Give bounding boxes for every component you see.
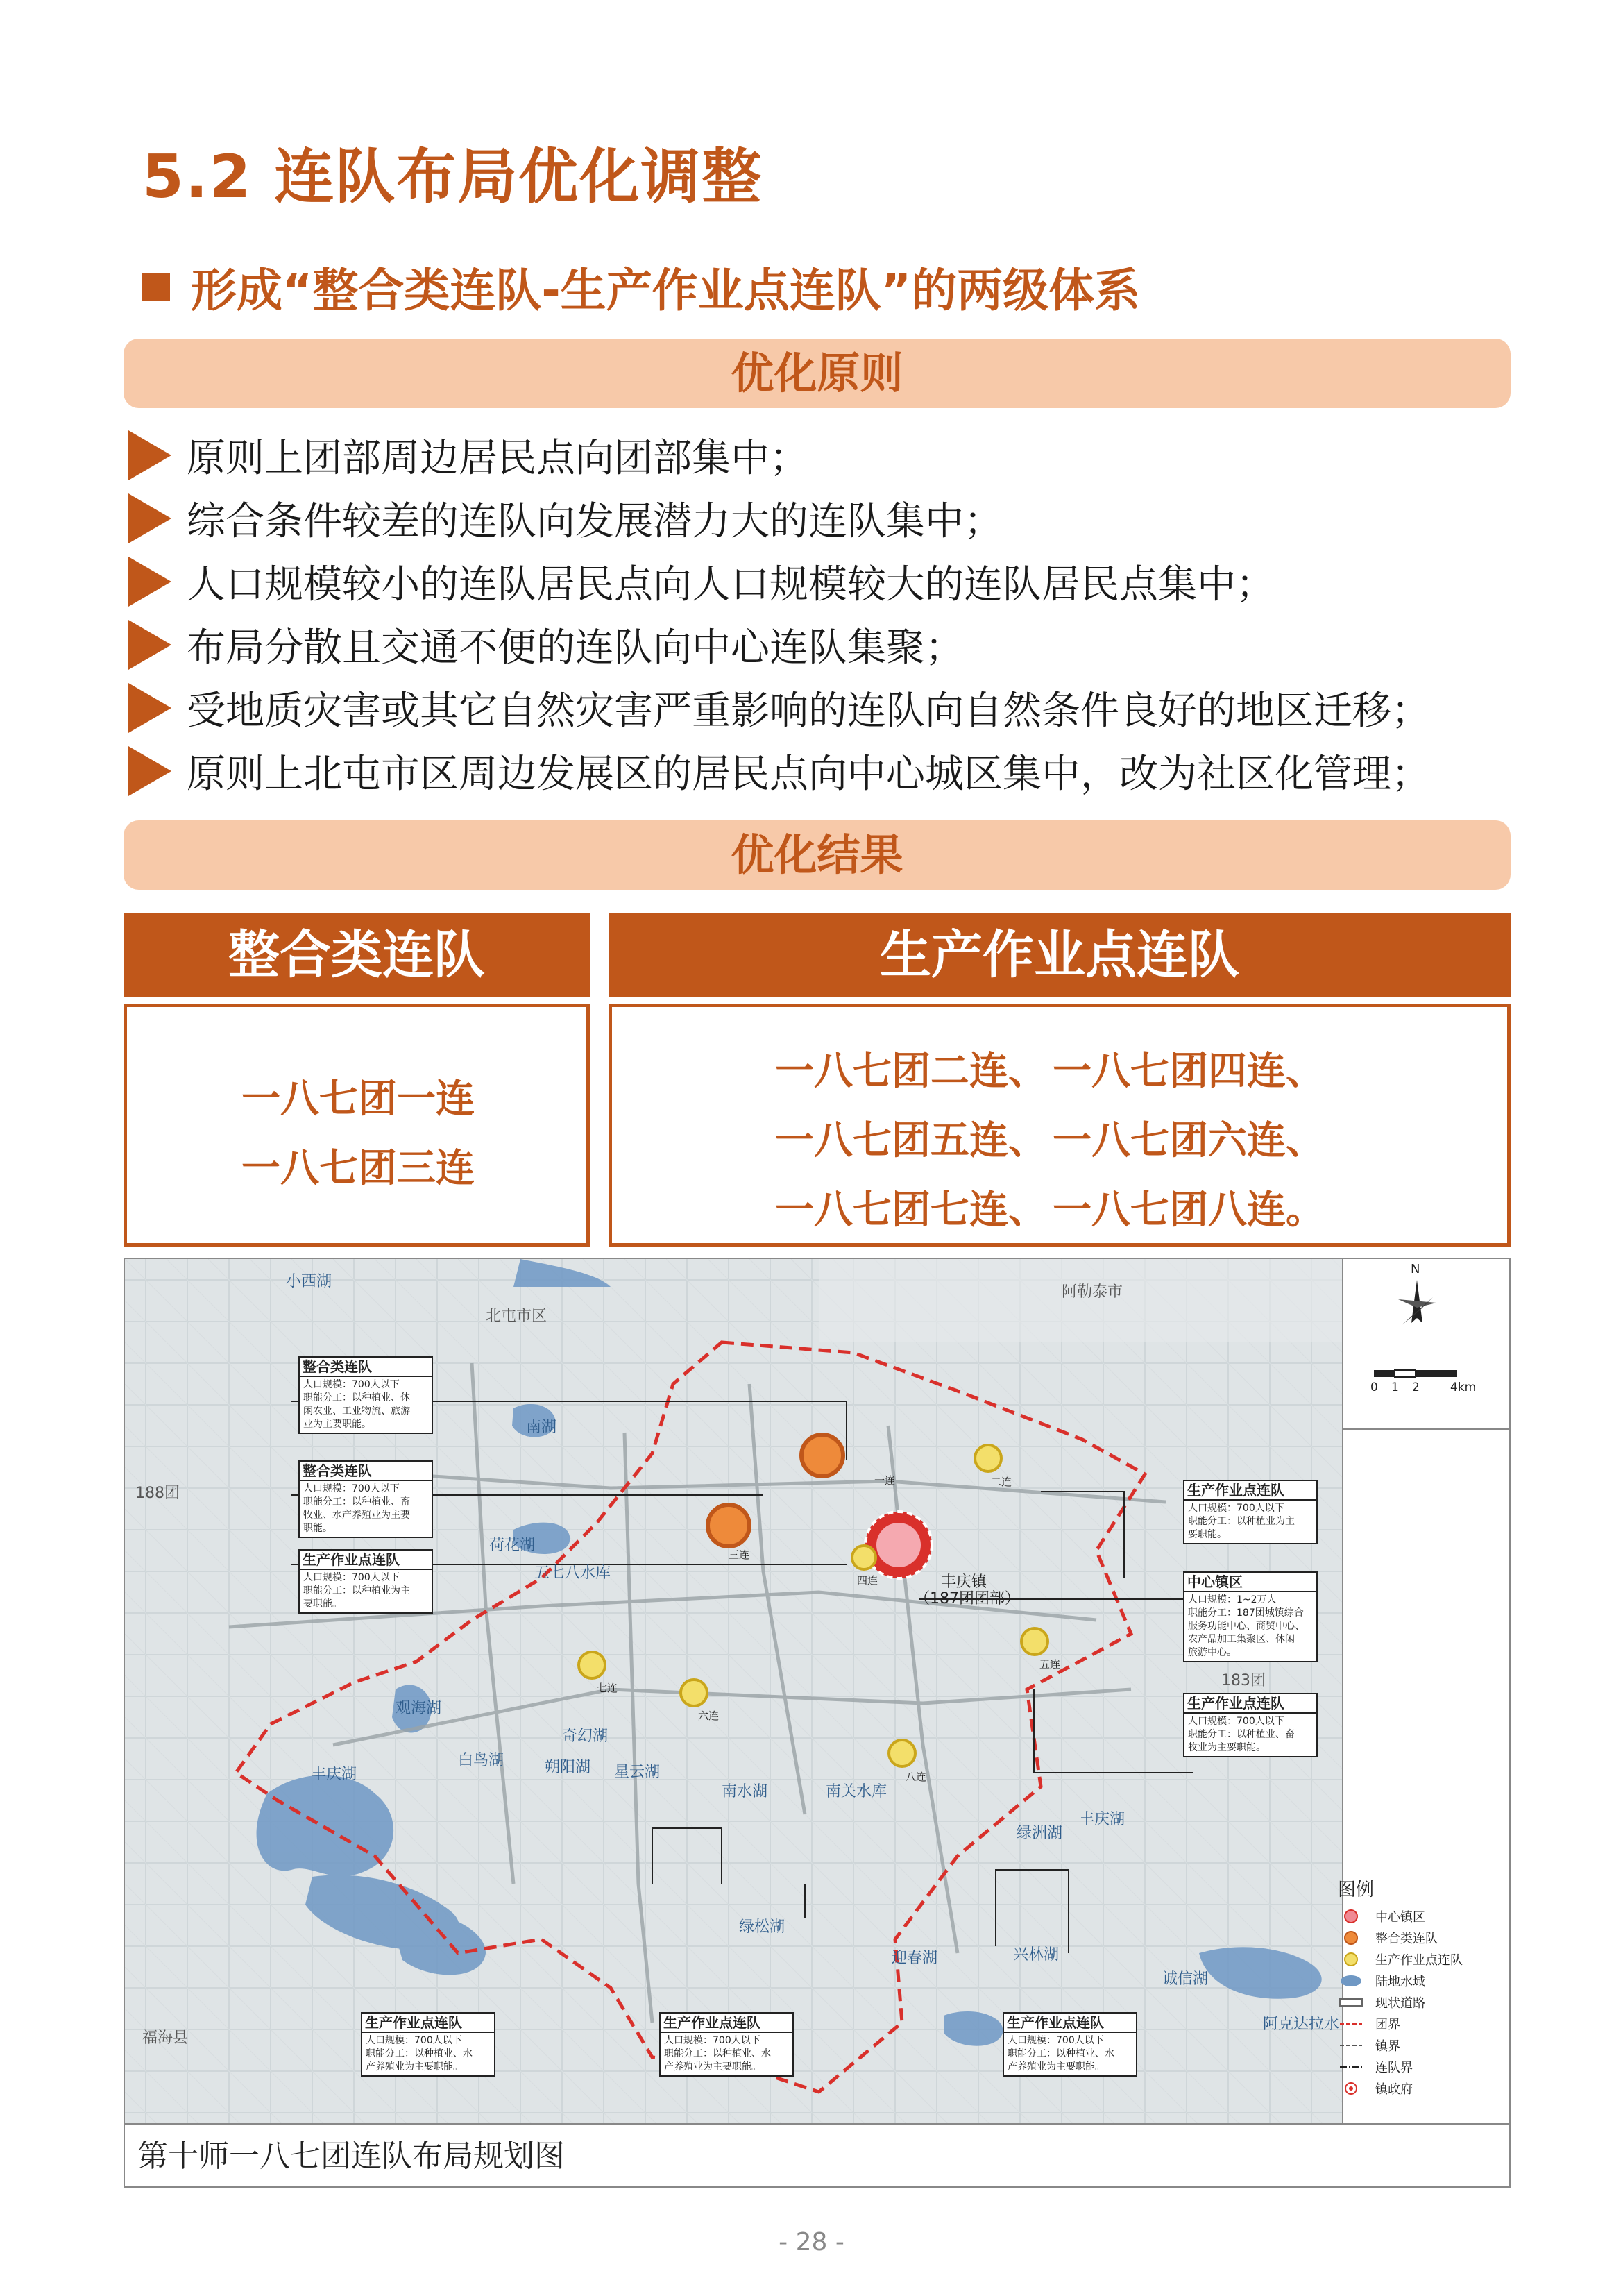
company-label: 三连 xyxy=(729,1548,750,1561)
info-box-line: 业为主要职能。 xyxy=(303,1419,371,1430)
info-box-line: 人口规模：700人以下 xyxy=(303,1572,400,1583)
principle-text: 综合条件较差的连队向发展潜力大的连队集中； xyxy=(187,498,1003,544)
principle-text: 受地质灾害或其它自然灾害严重影响的连队向自然条件良好的地区迁移； xyxy=(187,688,1430,734)
place-label: 北屯市区 xyxy=(486,1308,547,1325)
info-box-line: 农产品加工集聚区、休闲 xyxy=(1188,1634,1295,1645)
place-label: 白鸟湖 xyxy=(458,1752,504,1769)
info-box-production xyxy=(361,2012,495,2077)
company-boundary-icon xyxy=(1338,2059,1364,2075)
place-label: 诚信湖 xyxy=(1162,1970,1209,1988)
place-label: 小西湖 xyxy=(286,1273,332,1290)
company-label: 八连 xyxy=(906,1771,927,1783)
page-number: - 28 - xyxy=(779,2228,844,2256)
company-item: 一八七团四连、 xyxy=(1053,1049,1325,1094)
info-box-line: 人口规模：700人以下 xyxy=(303,1483,400,1494)
town-government-icon xyxy=(1338,2081,1364,2096)
info-box-line: 产养殖业为主要职能。 xyxy=(664,2061,761,2073)
info-box-line: 职能分工：以种植业为主 xyxy=(1188,1516,1295,1527)
triangle-bullet-icon xyxy=(128,430,171,480)
info-box-line: 职能。 xyxy=(303,1523,332,1534)
info-box-line: 人口规模：1~2万人 xyxy=(1188,1594,1277,1605)
subtitle-text: 形成“整合类连队-生产作业点连队”的两级体系 xyxy=(191,264,1141,317)
town-label: （187团团部） xyxy=(915,1590,1020,1607)
info-box-title: 生产作业点连队 xyxy=(1004,2014,1136,2033)
place-label: 迎春湖 xyxy=(892,1950,938,1967)
info-box-line: 牧业为主要职能。 xyxy=(1188,1742,1266,1753)
legend-item xyxy=(1338,2034,1504,2056)
legend-label: 连队界 xyxy=(1375,2060,1413,2075)
legend-item xyxy=(1338,1948,1504,1970)
company-label: 七连 xyxy=(597,1682,618,1694)
place-label: 丰庆湖 xyxy=(1079,1811,1125,1828)
company-item: 一八七团二连、 xyxy=(775,1049,1047,1094)
town-boundary-icon xyxy=(1338,2038,1364,2053)
place-label: 绿洲湖 xyxy=(1017,1825,1063,1842)
triangle-bullet-icon xyxy=(128,683,171,733)
water-icon xyxy=(1338,1973,1364,1989)
triangle-bullet-icon xyxy=(128,557,171,607)
planning-map xyxy=(124,1258,1511,2188)
info-box-line: 职能分工：以种植业、水 xyxy=(366,2048,473,2059)
legend-item xyxy=(1338,1970,1504,1991)
info-box-title: 整合类连队 xyxy=(300,1462,432,1481)
info-box-title: 生产作业点连队 xyxy=(362,2014,494,2033)
info-box-integration xyxy=(298,1356,433,1434)
info-box-line: 职能分工：以种植业、水 xyxy=(1008,2048,1114,2059)
info-box-production xyxy=(1183,1693,1318,1757)
principle-item xyxy=(128,739,1537,802)
principle-text: 布局分散且交通不便的连队向中心连队集聚； xyxy=(187,625,964,670)
company-label: 一连 xyxy=(874,1474,896,1487)
map-legend xyxy=(1338,1875,1504,2099)
legend-item xyxy=(1338,2077,1504,2099)
principles-header: 优化原则 xyxy=(124,339,1511,408)
place-label: 183团 xyxy=(1221,1672,1266,1689)
place-label: 星云湖 xyxy=(614,1764,661,1781)
place-label: 观海湖 xyxy=(396,1700,442,1717)
info-box-line: 职能分工：以种植业、畜 xyxy=(303,1496,410,1508)
info-box-line: 职能分工：187团城镇综合 xyxy=(1188,1607,1304,1619)
town-label: 丰庆镇 xyxy=(941,1573,987,1591)
info-box-line: 旅游中心。 xyxy=(1188,1647,1237,1658)
legend-label: 团界 xyxy=(1375,2017,1400,2032)
integration-company-header: 整合类连队 xyxy=(124,913,590,997)
place-label: 阿克达拉水 xyxy=(1263,2016,1340,2033)
legend-item xyxy=(1338,1927,1504,1948)
legend-item xyxy=(1338,1905,1504,1927)
place-label: 五七八水库 xyxy=(534,1564,611,1582)
info-box-line: 服务功能中心、商贸中心、 xyxy=(1188,1621,1305,1632)
place-label: 南水湖 xyxy=(722,1783,768,1800)
place-label: 阿勒泰市 xyxy=(1062,1283,1123,1301)
legend-item xyxy=(1338,2056,1504,2077)
scale-tick: 4km xyxy=(1450,1381,1477,1394)
scale-tick: 0 xyxy=(1370,1381,1378,1394)
info-box-integration xyxy=(298,1460,433,1538)
legend-label: 陆地水域 xyxy=(1375,1974,1425,1989)
regiment-boundary-icon xyxy=(1338,2016,1364,2032)
company-item: 一八七团八连。 xyxy=(1053,1188,1325,1233)
principle-item xyxy=(128,423,1537,487)
place-label: 荷花湖 xyxy=(489,1537,536,1554)
legend-item xyxy=(1338,2013,1504,2034)
principle-text: 原则上北屯市区周边发展区的居民点向中心城区集中，改为社区化管理； xyxy=(187,751,1430,797)
legend-title: 图例 xyxy=(1338,1880,1375,1900)
info-box-title: 生产作业点连队 xyxy=(1184,1694,1316,1714)
company-item: 一八七团七连、 xyxy=(775,1188,1047,1233)
info-box-production xyxy=(298,1549,433,1614)
principle-text: 原则上团部周边居民点向团部集中； xyxy=(187,435,808,481)
info-box-line: 闲农业、工业物流、旅游 xyxy=(303,1406,410,1417)
info-box-line: 职能分工：以种植业为主 xyxy=(303,1585,410,1596)
center-town-icon xyxy=(1338,1909,1364,1924)
legend-label: 生产作业点连队 xyxy=(1375,1952,1463,1968)
place-label: 南关水库 xyxy=(826,1783,887,1800)
scale-tick: 2 xyxy=(1412,1381,1420,1394)
legend-label: 镇政府 xyxy=(1375,2082,1413,2097)
principle-item xyxy=(128,676,1537,739)
info-box-line: 职能分工：以种植业、水 xyxy=(664,2048,771,2059)
info-box-line: 要职能。 xyxy=(303,1598,342,1610)
integration-company-icon xyxy=(1338,1930,1364,1945)
production-company-header: 生产作业点连队 xyxy=(609,913,1511,997)
subtitle xyxy=(142,253,1140,319)
integration-company-box xyxy=(124,1004,590,1247)
info-box-line: 人口规模：700人以下 xyxy=(1188,1503,1284,1514)
place-label: 南湖 xyxy=(526,1419,557,1436)
place-label: 绿松湖 xyxy=(739,1918,785,1936)
info-box-line: 人口规模：700人以下 xyxy=(303,1379,400,1390)
principle-item xyxy=(128,487,1537,550)
info-box-line: 人口规模：700人以下 xyxy=(664,2035,760,2046)
info-box-title: 中心镇区 xyxy=(1184,1573,1316,1592)
legend-item xyxy=(1338,1991,1504,2013)
place-label: 兴林湖 xyxy=(1013,1946,1060,1964)
company-item: 一八七团六连、 xyxy=(1053,1118,1325,1163)
place-label: 朔阳湖 xyxy=(545,1759,591,1776)
road-icon xyxy=(1338,1995,1364,2010)
info-box-title: 整合类连队 xyxy=(300,1358,432,1377)
principle-item xyxy=(128,550,1537,613)
place-label: 丰庆湖 xyxy=(311,1766,357,1783)
info-box-title: 生产作业点连队 xyxy=(300,1551,432,1570)
info-box-production xyxy=(659,2012,794,2077)
info-box-line: 人口规模：700人以下 xyxy=(1188,1716,1284,1727)
info-box-line: 人口规模：700人以下 xyxy=(1008,2035,1104,2046)
principle-item xyxy=(128,613,1537,676)
company-label: 六连 xyxy=(698,1710,720,1722)
info-box-line: 要职能。 xyxy=(1188,1529,1227,1540)
legend-label: 整合类连队 xyxy=(1375,1931,1438,1946)
company-label: 四连 xyxy=(857,1574,878,1587)
place-label: 奇幻湖 xyxy=(562,1728,609,1745)
principle-text: 人口规模较小的连队居民点向人口规模较大的连队居民点集中； xyxy=(187,562,1275,607)
map-caption: 第十师一八七团连队布局规划图 xyxy=(125,2123,1509,2186)
info-box-center-town xyxy=(1183,1571,1318,1662)
company-label: 五连 xyxy=(1039,1658,1061,1671)
info-box-line: 产养殖业为主要职能。 xyxy=(366,2061,463,2073)
square-bullet-icon xyxy=(142,273,170,301)
info-box-line: 产养殖业为主要职能。 xyxy=(1008,2061,1105,2073)
place-label: 福海县 xyxy=(142,2029,189,2047)
company-item: 一八七团三连 xyxy=(241,1146,475,1191)
legend-label: 现状道路 xyxy=(1375,1995,1425,2011)
company-item: 一八七团五连、 xyxy=(775,1118,1047,1163)
info-box-title: 生产作业点连队 xyxy=(661,2014,792,2033)
info-box-line: 职能分工：以种植业、畜 xyxy=(1188,1729,1295,1740)
company-item: 一八七团一连 xyxy=(241,1077,475,1122)
results-header: 优化结果 xyxy=(124,820,1511,890)
info-box-title: 生产作业点连队 xyxy=(1184,1481,1316,1501)
triangle-bullet-icon xyxy=(128,620,171,670)
info-box-production xyxy=(1183,1480,1318,1544)
info-box-line: 牧业、水产养殖业为主要 xyxy=(303,1510,410,1521)
principles-list xyxy=(128,423,1537,802)
scale-tick: 1 xyxy=(1391,1381,1399,1394)
place-label: 188团 xyxy=(135,1485,180,1502)
section-title: 5.2 连队布局优化调整 xyxy=(142,142,763,212)
production-company-icon xyxy=(1338,1952,1364,1967)
legend-label: 镇界 xyxy=(1375,2038,1400,2054)
info-box-production xyxy=(1003,2012,1137,2077)
production-company-box xyxy=(609,1004,1511,1247)
compass-n-label: N xyxy=(1411,1262,1420,1276)
triangle-bullet-icon xyxy=(128,493,171,543)
info-box-line: 职能分工：以种植业、休 xyxy=(303,1392,410,1403)
info-box-line: 人口规模：700人以下 xyxy=(366,2035,462,2046)
legend-label: 中心镇区 xyxy=(1375,1909,1425,1925)
triangle-bullet-icon xyxy=(128,746,171,796)
company-label: 二连 xyxy=(991,1476,1012,1488)
